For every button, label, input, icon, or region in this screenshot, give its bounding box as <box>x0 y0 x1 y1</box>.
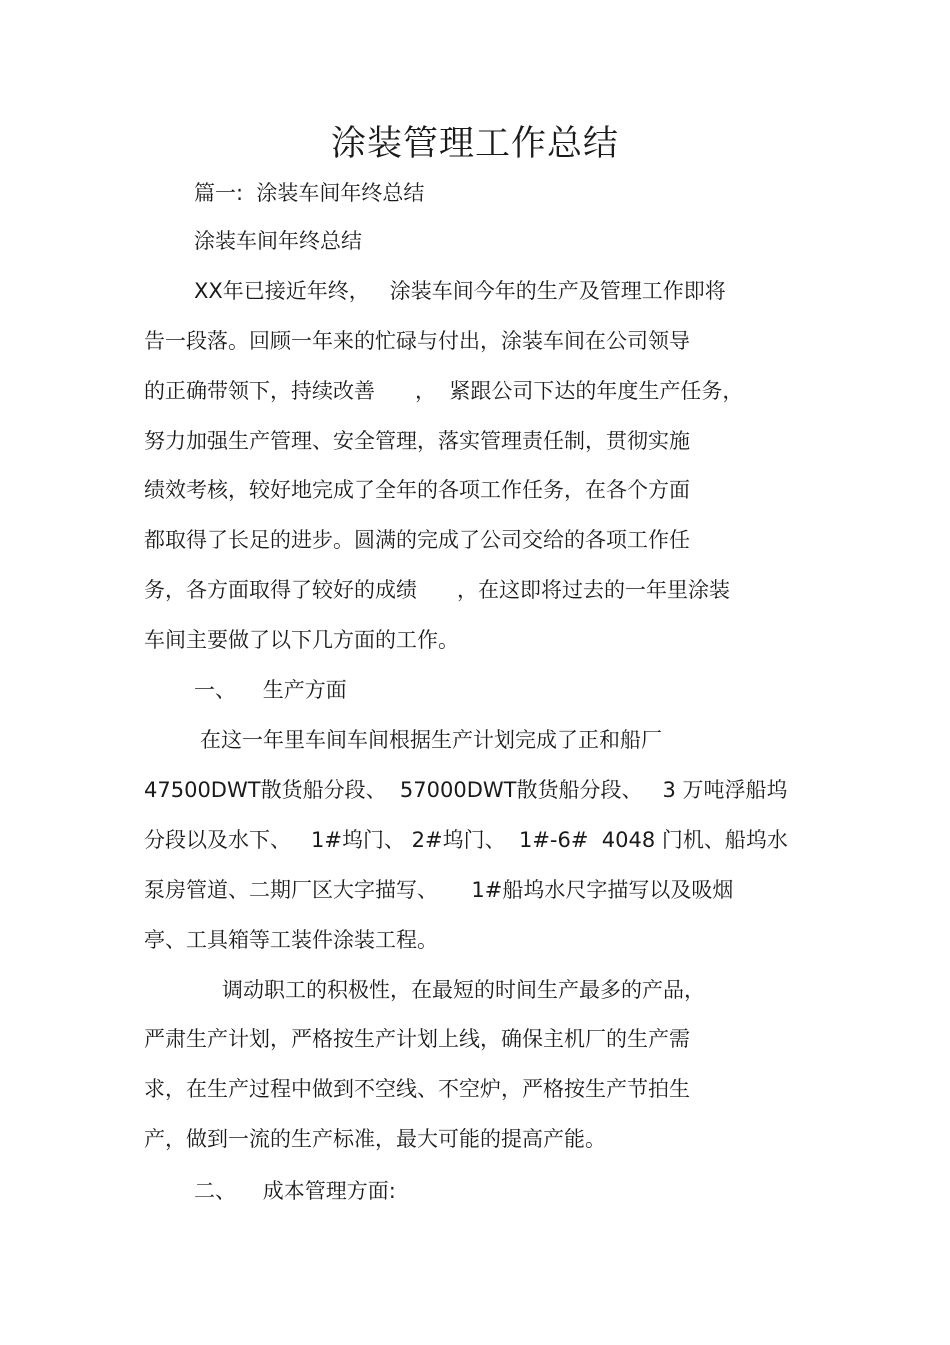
paragraph-line: 的正确带领下，持续改善 ， 紧跟公司下达的年度生产任务， <box>144 379 744 403</box>
paragraph-line: 绩效考核，较好地完成了全年的各项工作任务，在各个方面 <box>144 478 690 502</box>
paragraph-line: 调动职工的积极性，在最短的时间生产最多的产品， <box>222 978 705 1002</box>
subheading: 涂装车间年终总结 <box>194 229 362 253</box>
paragraph-line: 告一段落。回顾一年来的忙碌与付出，涂装车间在公司领导 <box>144 329 690 353</box>
paragraph-line: 亭、工具箱等工装件涂装工程。 <box>144 928 438 952</box>
paragraph-line: 求，在生产过程中做到不空线、不空炉，严格按生产节拍生 <box>144 1077 690 1101</box>
paragraph-line: 严肃生产计划，严格按生产计划上线，确保主机厂的生产需 <box>144 1027 690 1051</box>
paragraph-line: 泵房管道、二期厂区大字描写、 1#船坞水尺字描写以及吸烟 <box>144 878 734 902</box>
paragraph-line: 在这一年里车间车间根据生产计划完成了正和船厂 <box>200 728 662 752</box>
section-heading: 一、 生产方面 <box>194 678 347 702</box>
section-heading: 二、 成本管理方面: <box>194 1179 396 1203</box>
paragraph-line: 分段以及水下、 1#坞门、 2#坞门、 1#-6# 4048 门机、船坞水 <box>144 828 788 852</box>
paragraph-line: 产，做到一流的生产标准，最大可能的提高产能。 <box>144 1127 606 1151</box>
paragraph-line: XX年已接近年终， 涂装车间今年的生产及管理工作即将 <box>194 279 726 303</box>
paragraph-line: 车间主要做了以下几方面的工作。 <box>144 628 459 652</box>
paragraph-line: 47500DWT散货船分段、 57000DWT散货船分段、 3 万吨浮船坞 <box>144 778 788 802</box>
paragraph-line: 务，各方面取得了较好的成绩 ，在这即将过去的一年里涂装 <box>144 578 731 602</box>
paragraph-line: 都取得了长足的进步。圆满的完成了公司交给的各项工作任 <box>144 528 690 552</box>
paragraph-line: 努力加强生产管理、安全管理，落实管理责任制，贯彻实施 <box>144 429 690 453</box>
section-heading-1: 篇一: 涂装车间年终总结 <box>194 181 425 205</box>
document-title: 涂装管理工作总结 <box>330 124 619 164</box>
